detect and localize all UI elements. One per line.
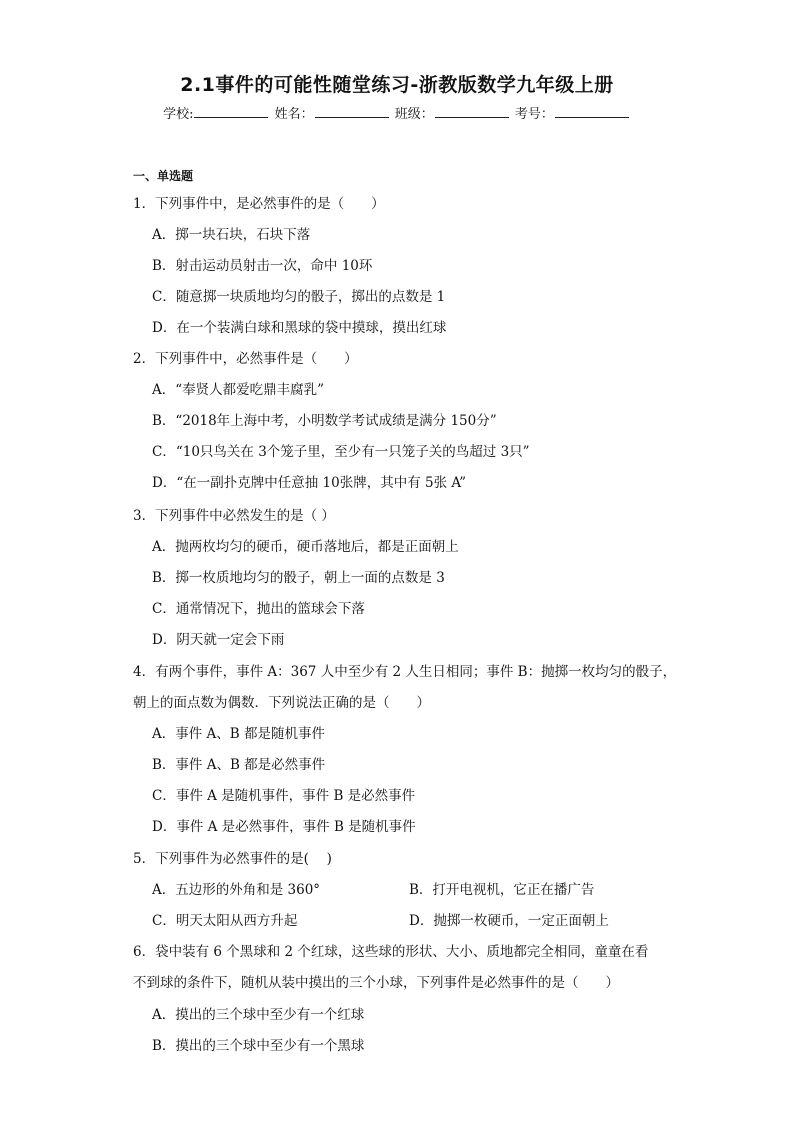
option-b: B．掷一枚质地均匀的骰子，朝上一面的点数是 3 <box>152 570 445 586</box>
question-stem: 1．下列事件中，是必然事件的是（ ） <box>133 196 385 212</box>
option-a: A．“奉贤人都爱吃鼎丰腐乳” <box>152 382 325 398</box>
document-title: 2.1事件的可能性随堂练习-浙教版数学九年级上册 <box>180 74 614 96</box>
question-stem: 3．下列事件中必然发生的是（ ） <box>133 508 335 524</box>
option-b: B．摸出的三个球中至少有一个黑球 <box>152 1038 365 1054</box>
option-c: C．随意掷一块质地均匀的骰子，掷出的点数是 1 <box>152 289 446 305</box>
name-label: 姓名： <box>274 107 314 122</box>
option-c: C．明天太阳从西方升起 <box>152 913 298 929</box>
student-info-line <box>0 103 794 122</box>
question-stem: 5．下列事件为必然事件的是( ) <box>133 851 332 867</box>
question-stem: 6．袋中装有 6 个黑球和 2 个红球，这些球的形状、大小、质地都完全相同，童童在看 <box>133 944 649 960</box>
option-c: C．通常情况下，抛出的篮球会下落 <box>152 601 365 617</box>
option-d: D．在一个装满白球和黑球的袋中摸球，摸出红球 <box>152 320 447 336</box>
option-a: A．五边形的外角和是 360° <box>152 882 321 898</box>
option-c: C．事件 A 是随机事件，事件 B 是必然事件 <box>152 788 416 804</box>
exam-number-label: 考号： <box>514 107 554 122</box>
class-label: 班级： <box>394 107 434 122</box>
class-blank <box>435 105 509 118</box>
option-a: A．掷一块石块，石块下落 <box>152 227 311 243</box>
school-blank <box>194 105 268 118</box>
option-d: D．抛掷一枚硬币，一定正面朝上 <box>409 913 609 929</box>
option-a: A．摸出的三个球中至少有一个红球 <box>152 1007 365 1023</box>
question-stem-continued: 朝上的面点数为偶数．下列说法正确的是（ ） <box>133 695 430 711</box>
question-stem: 2．下列事件中，必然事件是（ ） <box>133 351 358 367</box>
section-heading: 一、单选题 <box>133 169 194 183</box>
question-stem-continued: 不到球的条件下，随机从装中摸出的三个小球，下列事件是必然事件的是（ ） <box>133 975 619 991</box>
option-d: D．阴天就一定会下雨 <box>152 632 285 648</box>
school-label: 学校: <box>163 107 194 122</box>
option-b: B．事件 A、B 都是必然事件 <box>152 757 326 773</box>
option-b: B．射击运动员射击一次，命中 10环 <box>152 258 373 274</box>
name-blank <box>315 105 389 118</box>
option-a: A．抛两枚均匀的硬币，硬币落地后，都是正面朝上 <box>152 539 459 555</box>
exam-number-blank <box>555 105 629 118</box>
option-c: C．“10只鸟关在 3个笼子里，至少有一只笼子关的鸟超过 3只” <box>152 444 530 460</box>
option-d: D．“在一副扑克牌中任意抽 10张牌，其中有 5张 A” <box>152 475 467 491</box>
option-a: A．事件 A、B 都是随机事件 <box>152 726 326 742</box>
question-stem: 4．有两个事件，事件 A：367 人中至少有 2 人生日相同；事件 B：抛掷一枚均匀的骰子， <box>133 664 677 680</box>
option-b: B．“2018年上海中考，小明数学考试成绩是满分 150分” <box>152 413 497 429</box>
option-b: B．打开电视机，它正在播广告 <box>409 882 595 898</box>
option-d: D．事件 A 是必然事件，事件 B 是随机事件 <box>152 819 416 835</box>
